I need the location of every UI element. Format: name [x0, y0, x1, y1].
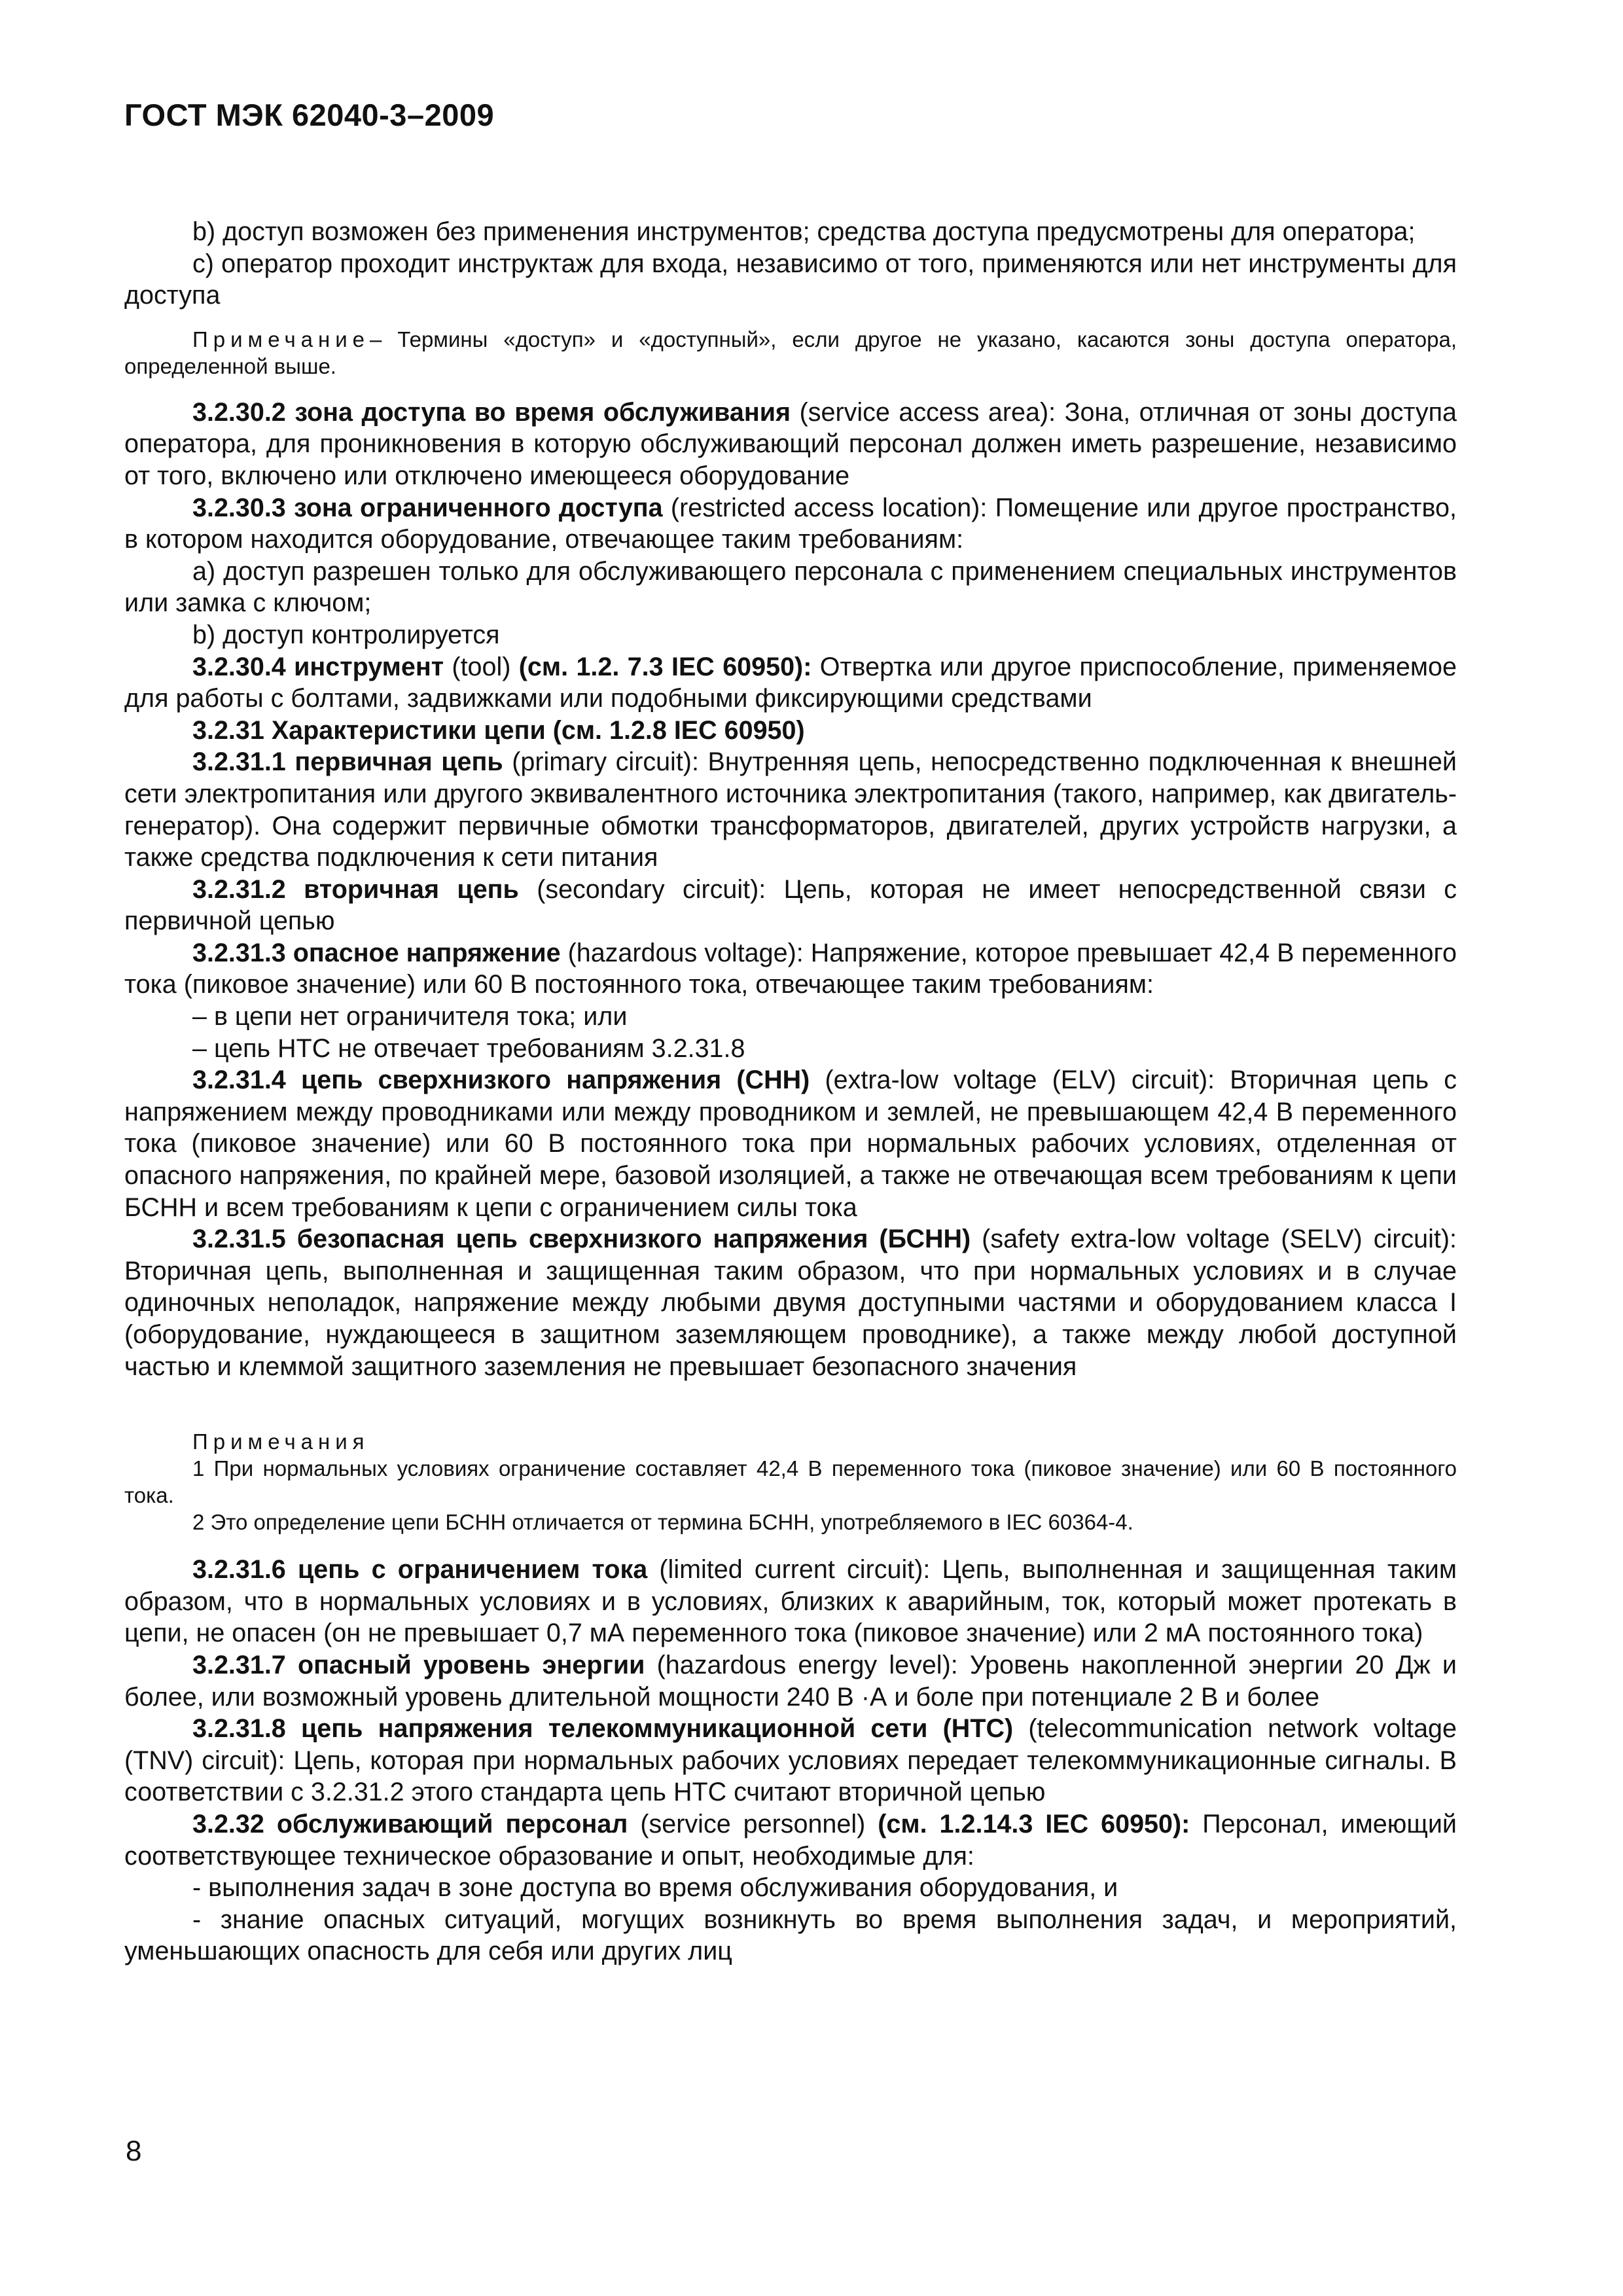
document-header: ГОСТ МЭК 62040-3–2009 — [124, 98, 495, 132]
term-number: 3.2.30.2 — [192, 397, 286, 427]
term-number: 3.2.30.3 — [192, 493, 286, 522]
definition-3-2-31-7 — [124, 1649, 1457, 1713]
list-item: - выполнения задач в зоне доступа во время обслуживания оборудования, и — [192, 1873, 1118, 1903]
list-item: c) оператор проходит инструктаж для входа, независимо от того, применяются или нет инструменты для доступа — [124, 249, 1457, 310]
definition-text: (safety extra-low voltage (SELV) circuit): Вторичная цепь, выполненная и защищенная таким образом, что при нормальных условиях и в случае одиночных неполадок, напряжение между любыми двумя доступными частями и оборудованием класса I (оборудование, нуждающееся в защитном заземляющем проводнике), а также между любой доступной частью и клеммой защитного заземления не превышает безопасного значения — [124, 1225, 1457, 1381]
definition-3-2-30-2 — [124, 397, 1457, 492]
list-item: b) доступ контролируется — [192, 620, 500, 649]
list-item: - знание опасных ситуаций, могущих возникнуть во время выполнения задач, и мероприятий, уменьшающих опасность для себя или других лиц — [124, 1905, 1457, 1966]
reference: (см. 1.2.8 IEC 60950) — [545, 715, 805, 745]
term: опасный уровень энергии — [297, 1650, 645, 1679]
term-number: 3.2.31.7 — [192, 1650, 286, 1679]
term: зона ограниченного доступа — [294, 493, 663, 522]
term: цепь с ограничением тока — [297, 1555, 648, 1585]
list-item: – цепь НТС не отвечает требованиям 3.2.31.8 — [192, 1033, 745, 1063]
definition-3-2-31-1 — [124, 746, 1457, 873]
definition-text: Отвертка или другое приспособление, применяемое для работы с болтами, задвижками или подобными фиксирующими средствами — [124, 652, 1457, 713]
term-number: 3.2.31.1 — [192, 747, 286, 777]
list-item: b) доступ возможен без применения инструментов; средства доступа предусмотрены для оператора; — [192, 217, 1416, 246]
definition-text: (limited current circuit): Цепь, выполненная и защищенная таким образом, что в нормальных условиях и в условиях, близких к аварийным, ток, который может протекать в цепи, не опасен (он не превышает 0,7 мА переменного тока (пиковое значение) или 2 мА постоянного тока) — [124, 1555, 1457, 1648]
reference: (см. 1.2. 7.3 IEC 60950): — [518, 652, 812, 681]
term-number: 3.2.30.4 — [192, 652, 286, 681]
term: безопасная цепь сверхнизкого напряжения (БСНН) — [296, 1225, 971, 1254]
note-item: 1 При нормальных условиях ограничение составляет 42,4 В переменного тока (пиковое значение) или 60 В постоянного тока. — [124, 1456, 1457, 1508]
term-number: 3.2.31.4 — [192, 1066, 286, 1095]
term-number: 3.2.31.5 — [192, 1225, 286, 1254]
term: вторичная цепь — [304, 874, 519, 904]
definition-text: (telecommunication network voltage (TNV) circuit): Цепь, которая при нормальных рабочих условиях передает телекоммуникационные сигналы. В соответствии с 3.2.31.2 этого стандарта цепь НТС считают вторичной цепью — [124, 1714, 1457, 1807]
definition-3-2-32 — [124, 1808, 1457, 1872]
definition-text: (secondary circuit): Цепь, которая не имеет непосредственной связи с первичной цепью — [124, 874, 1457, 936]
reference: (см. 1.2.14.3 IEC 60950): — [878, 1809, 1190, 1839]
definition-3-2-31-5 — [124, 1223, 1457, 1382]
term-number: 3.2.32 — [192, 1809, 264, 1839]
term: опасное напряжение — [293, 938, 561, 967]
definition-text: (primary circuit): Внутренняя цепь, непосредственно подключенная к внешней сети электропитания или другого эквивалентного источника электропитания (такого, например, как двигатель-генератор). Она содержит первичные обмотки трансформаторов, двигателей, других устройств нагрузки, а также средства подключения к сети питания — [124, 747, 1457, 872]
term: инструмент — [294, 652, 444, 681]
definition-3-2-31-4 — [124, 1064, 1457, 1223]
definition-text: Персонал, имеющий соответствующее техническое образование и опыт, необходимые для: — [124, 1809, 1457, 1871]
term-number: 3.2.31.3 — [192, 938, 286, 967]
list-item: a) доступ разрешен только для обслуживающего персонала с применением специальных инструментов или замка с ключом; — [124, 556, 1457, 618]
term: зона доступа во время обслуживания — [294, 397, 791, 427]
notes-label: Примечания — [192, 1429, 370, 1454]
definition-3-2-30-3 — [124, 492, 1457, 556]
list-item: – в цепи нет ограничителя тока; или — [192, 1002, 628, 1031]
definition-text: (service access area): Зона, отличная от зоны доступа оператора, для проникновения в которую обслуживающий персонал должен иметь разрешение, независимо от того, включено или отключено имеющееся оборудование — [124, 397, 1457, 490]
note-item: 2 Это определение цепи БСНН отличается от термина БСНН, употребляемого в IEC 60364-4. — [192, 1510, 1133, 1535]
note-text: – Термины «доступ» и «доступный», если другое не указано, касаются зоны доступа оператора, определенной выше. — [124, 327, 1457, 378]
term: цепь напряжения телекоммуникационной сети (НТС) — [301, 1714, 1014, 1744]
definition-3-2-31-3 — [124, 937, 1457, 1001]
term-number: 3.2.31 — [192, 715, 264, 745]
definition-3-2-31-6 — [124, 1554, 1457, 1649]
term-number: 3.2.31.8 — [192, 1714, 286, 1744]
definition-text: (service personnel) — [628, 1809, 878, 1839]
definition-text: (hazardous energy level): Уровень накопленной энергии 20 Дж и более, или возможный уровень длительной мощности 240 В ·А и боле при потенциале 2 В и более — [124, 1650, 1457, 1712]
definition-text: (tool) — [444, 652, 519, 681]
notes — [124, 1428, 1457, 1535]
term-number: 3.2.31.2 — [192, 874, 286, 904]
note-label: Примечание — [192, 327, 370, 351]
term: обслуживающий персонал — [276, 1809, 628, 1839]
note — [124, 326, 1457, 380]
definition-3-2-30-4 — [124, 651, 1457, 715]
term-number: 3.2.31.6 — [192, 1555, 286, 1585]
definition-3-2-31-8 — [124, 1713, 1457, 1808]
document-body — [124, 216, 1457, 1967]
definition-3-2-31-2 — [124, 874, 1457, 937]
term: первичная цепь — [294, 747, 503, 777]
definition-text: (extra-low voltage (ELV) circuit): Вторичная цепь с напряжением между проводниками или между проводником и землей, не превышающем 42,4 В переменного тока (пиковое значение) или 60 В постоянного тока при нормальных рабочих условиях, отделенная от опасного напряжения, по крайней мере, базовой изоляцией, а также не отвечающая всем требованиям к цепи БСНН и всем требованиям к цепи с ограничением силы тока — [124, 1066, 1457, 1222]
term: цепь сверхнизкого напряжения (СНН) — [300, 1066, 810, 1095]
section-3-2-31 — [124, 715, 1457, 747]
term: Характеристики цепи — [271, 715, 546, 745]
definition-text: (restricted access location): Помещение или другое пространство, в котором находится оборудование, отвечающее таким требованиям: — [124, 493, 1457, 554]
page-number: 8 — [126, 2135, 142, 2167]
definition-text: (hazardous voltage): Напряжение, которое превышает 42,4 В переменного тока (пиковое значение) или 60 В постоянного тока, отвечающее таким требованиям: — [124, 938, 1457, 999]
